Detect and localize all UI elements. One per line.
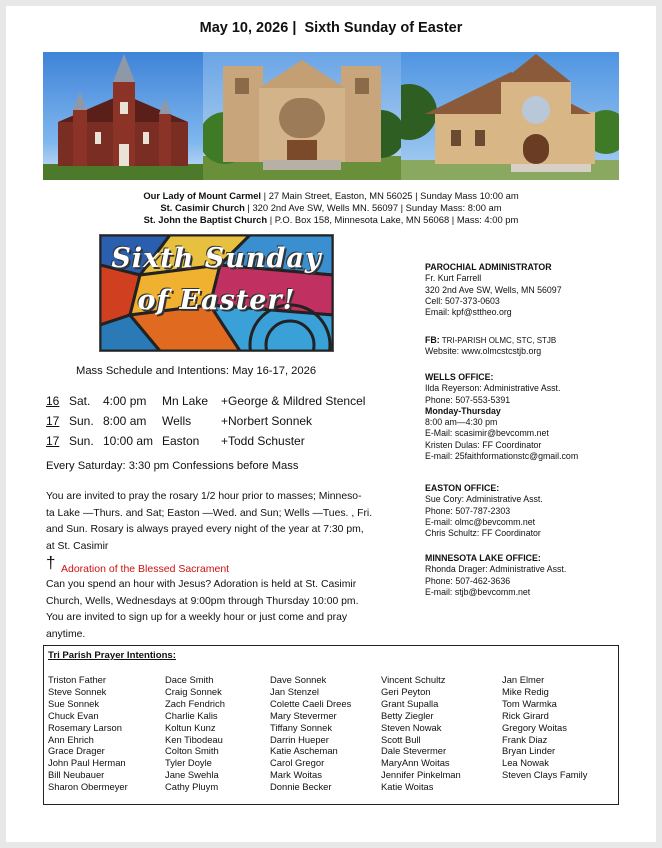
prayer-name: Dave Sonnek <box>270 674 327 685</box>
adoration-line: anytime. <box>46 628 86 640</box>
prayer-name: Charlie Kalis <box>165 709 218 721</box>
prayer-name: Chuck Evan <box>48 709 99 721</box>
prayer-name: Mark Woitas <box>270 769 322 781</box>
mass-row <box>46 434 305 448</box>
prayer-name: Colette Caeli Drees <box>270 697 352 709</box>
prayer-name: Jennifer Pinkelman <box>381 769 461 781</box>
admin-contact <box>425 262 635 318</box>
prayer-intentions-title: Tri Parish Prayer Intentions: <box>48 650 176 661</box>
church-line <box>0 214 662 226</box>
contact-line: Phone: 507-787-2303 <box>425 505 511 516</box>
church-name: Our Lady of Mount Carmel <box>143 190 262 201</box>
prayer-name: Katie Woitas <box>381 781 434 793</box>
prayer-name: Koltun Kunz <box>165 721 216 733</box>
mass-schedule-title: Mass Schedule and Intentions: May 16-17, 2026 <box>76 365 317 377</box>
prayer-name: Vincent Schultz <box>381 674 446 685</box>
prayer-name: John Paul Herman <box>48 757 126 769</box>
office-hours-days: Monday-Thursday <box>425 405 501 416</box>
prayer-column <box>270 674 351 793</box>
prayer-name: Donnie Becker <box>270 781 332 793</box>
prayer-name: Darrin Hueper <box>270 733 329 745</box>
mass-location: Mn Lake <box>162 394 209 408</box>
mass-time: 10:00 am <box>103 434 154 448</box>
prayer-name: Ann Ehrich <box>48 733 94 745</box>
prayer-name: Betty Ziegler <box>381 709 434 721</box>
banner-line-1: Sixth Sunday <box>111 243 322 274</box>
prayer-name: Rick Girard <box>502 709 549 721</box>
prayer-name: Triston Father <box>48 674 107 685</box>
prayer-intentions-box <box>43 645 619 805</box>
church-photo-center <box>203 52 401 180</box>
church-photos <box>43 52 619 180</box>
prayer-name: Lea Nowak <box>502 757 549 769</box>
prayer-name: Tiffany Sonnek <box>270 721 333 733</box>
rosary-line: at St. Casimir <box>46 540 109 552</box>
rosary-paragraph <box>46 489 410 555</box>
mass-time: 4:00 pm <box>103 394 147 408</box>
contact-line: E-mail: 25faithformationstc@gmail.com <box>425 451 579 462</box>
contact-line: Chris Schultz: FF Coordinator <box>425 528 541 539</box>
contact-line: E-mail: olmc@bevcomm.net <box>425 516 536 527</box>
mass-intention: +George & Mildred Stencel <box>221 394 366 408</box>
church-line <box>0 190 662 202</box>
prayer-name: Carol Gregor <box>270 757 325 769</box>
easton-office <box>425 483 635 539</box>
prayer-name: Geri Peyton <box>381 685 431 697</box>
rosary-line: You are invited to pray the rosary 1/2 hour prior to masses; Minneso- <box>46 491 362 502</box>
contact-line: Sue Cory: Administrative Asst. <box>425 494 543 505</box>
mass-intention: +Norbert Sonnek <box>221 414 313 428</box>
prayer-name: Sharon Obermeyer <box>48 781 128 793</box>
confessions-note: Every Saturday: 3:30 pm Confessions before Mass <box>46 460 299 472</box>
wells-heading: WELLS OFFICE: <box>425 372 494 382</box>
contact-line: E-Mail: scasimir@bevcomm.net <box>425 428 549 439</box>
prayer-name: Sue Sonnek <box>48 697 100 709</box>
contact-line: 320 2nd Ave SW, Wells, MN 56097 <box>425 284 562 295</box>
mass-weekday: Sun. <box>69 414 94 428</box>
prayer-name: Grace Drager <box>48 745 105 757</box>
contact-line: Cell: 507-373-0603 <box>425 295 500 306</box>
church-list <box>0 190 662 226</box>
prayer-name: Jane Swehla <box>165 769 219 781</box>
prayer-name: Colton Smith <box>165 745 219 757</box>
church-detail: | P.O. Box 158, Minnesota Lake, MN 56068 | Mass: 4:00 pm <box>267 214 519 225</box>
prayer-name: Frank Diaz <box>502 733 548 745</box>
prayer-name: Dace Smith <box>165 674 214 685</box>
contact-line: Phone: 507-553-5391 <box>425 394 511 405</box>
prayer-name: Cathy Pluym <box>165 781 219 793</box>
easter-banner <box>99 234 334 352</box>
contact-line: Fr. Kurt Farrell <box>425 273 482 284</box>
church-detail: | 27 Main Street, Easton, MN 56025 | Sunday Mass 10:00 am <box>261 190 519 201</box>
mass-row <box>46 394 365 408</box>
website-line: Website: www.olmcstcstjb.org <box>425 346 542 357</box>
adoration-heading: Adoration of the Blessed Sacrament <box>61 563 230 575</box>
fb-heading: FB: <box>425 335 440 345</box>
bulletin-title <box>0 20 662 36</box>
contact-line: E-mail: stjb@bevcomm.net <box>425 586 531 597</box>
mass-day: 17 <box>46 434 60 448</box>
mass-day: 16 <box>46 394 60 408</box>
contact-line: Ilda Reyerson: Administrative Asst. <box>425 383 561 394</box>
prayer-name: Ken Tibodeau <box>165 733 223 745</box>
contact-line: Email: kpf@sttheo.org <box>425 307 512 318</box>
contact-line: Kristen Dulas: FF Coordinator <box>425 439 542 450</box>
mass-weekday: Sat. <box>69 394 91 408</box>
prayer-name: Bill Neubauer <box>48 769 105 781</box>
facebook-contact <box>425 335 635 358</box>
admin-heading: PAROCHIAL ADMINISTRATOR <box>425 262 552 272</box>
prayer-name: Steven Clays Family <box>502 769 588 781</box>
church-name: St. Casimir Church <box>160 202 245 213</box>
prayer-name: Tom Warmka <box>502 697 557 709</box>
rosary-line: ta Lake —Thurs. and Sat; Easton —Wed. and Sun; Wells —Tues. , Fri. <box>46 507 373 519</box>
prayer-name: Gregory Woitas <box>502 721 567 733</box>
prayer-name: Katie Ascheman <box>270 745 338 757</box>
prayer-column <box>502 674 587 781</box>
rosary-line: and Sun. Rosary is always prayed every night of the year at 7:30 pm, <box>46 524 364 535</box>
mass-location: Wells <box>162 414 192 428</box>
prayer-name: Scott Bull <box>381 733 421 745</box>
banner-line-2: of Easter! <box>137 285 296 316</box>
church-photo-left <box>43 52 203 180</box>
mass-time: 8:00 am <box>103 414 147 428</box>
church-photo-right <box>401 52 619 180</box>
office-hours-time: 8:00 am—4:30 pm <box>425 417 498 428</box>
mass-location: Easton <box>162 434 200 448</box>
prayer-name: MaryAnn Woitas <box>381 757 450 769</box>
adoration-paragraph <box>46 577 410 643</box>
mass-row <box>46 414 312 428</box>
prayer-name: Dale Stevermer <box>381 745 447 757</box>
mass-intention: +Todd Schuster <box>221 434 305 448</box>
bulletin-date: May 10, 2026 <box>199 20 289 36</box>
fb-name: TRI-PARISH OLMC, STC, STJB <box>439 336 557 345</box>
prayer-name: Craig Sonnek <box>165 685 222 697</box>
bulletin-occasion: Sixth Sunday of Easter <box>304 20 463 36</box>
church-line <box>0 202 662 214</box>
prayer-name: Grant Supalla <box>381 697 439 709</box>
title-separator: | <box>292 20 297 36</box>
wells-office <box>425 372 635 462</box>
prayer-name: Tyler Doyle <box>165 757 212 769</box>
prayer-column <box>381 674 461 793</box>
prayer-name: Mary Stevermer <box>270 709 337 721</box>
adoration-line: Can you spend an hour with Jesus? Adoration is held at St. Casimir <box>46 579 357 590</box>
prayer-name: Zach Fendrich <box>165 697 225 709</box>
mnlake-heading: MINNESOTA LAKE OFFICE: <box>425 553 541 563</box>
mass-weekday: Sun. <box>69 434 94 448</box>
church-name: St. John the Baptist Church <box>143 214 268 225</box>
mass-day: 17 <box>46 414 60 428</box>
contact-line: Rhonda Drager: Administrative Asst. <box>425 564 567 575</box>
cross-icon: † <box>46 553 56 572</box>
prayer-name: Steven Nowak <box>381 721 442 733</box>
prayer-name: Rosemary Larson <box>48 721 122 733</box>
prayer-name: Mike Redig <box>502 685 549 697</box>
adoration-line: You are invited to sign up for a weekly hour or just come and pray <box>46 612 348 623</box>
contact-line: Phone: 507-462-3636 <box>425 575 511 586</box>
adoration-line: Church, Wells, Wednesdays at 9:00pm through Thursday 10:00 pm. <box>46 595 359 607</box>
prayer-name: Jan Stenzel <box>270 685 319 697</box>
prayer-name: Jan Elmer <box>502 674 545 685</box>
prayer-column <box>165 674 225 793</box>
prayer-name: Bryan Linder <box>502 745 556 757</box>
prayer-column <box>48 674 128 793</box>
prayer-name: Steve Sonnek <box>48 685 107 697</box>
easton-heading: EASTON OFFICE: <box>425 483 500 493</box>
church-detail: | 320 2nd Ave SW, Wells MN. 56097 | Sunday Mass: 8:00 am <box>244 202 502 213</box>
mnlake-office <box>425 553 635 598</box>
